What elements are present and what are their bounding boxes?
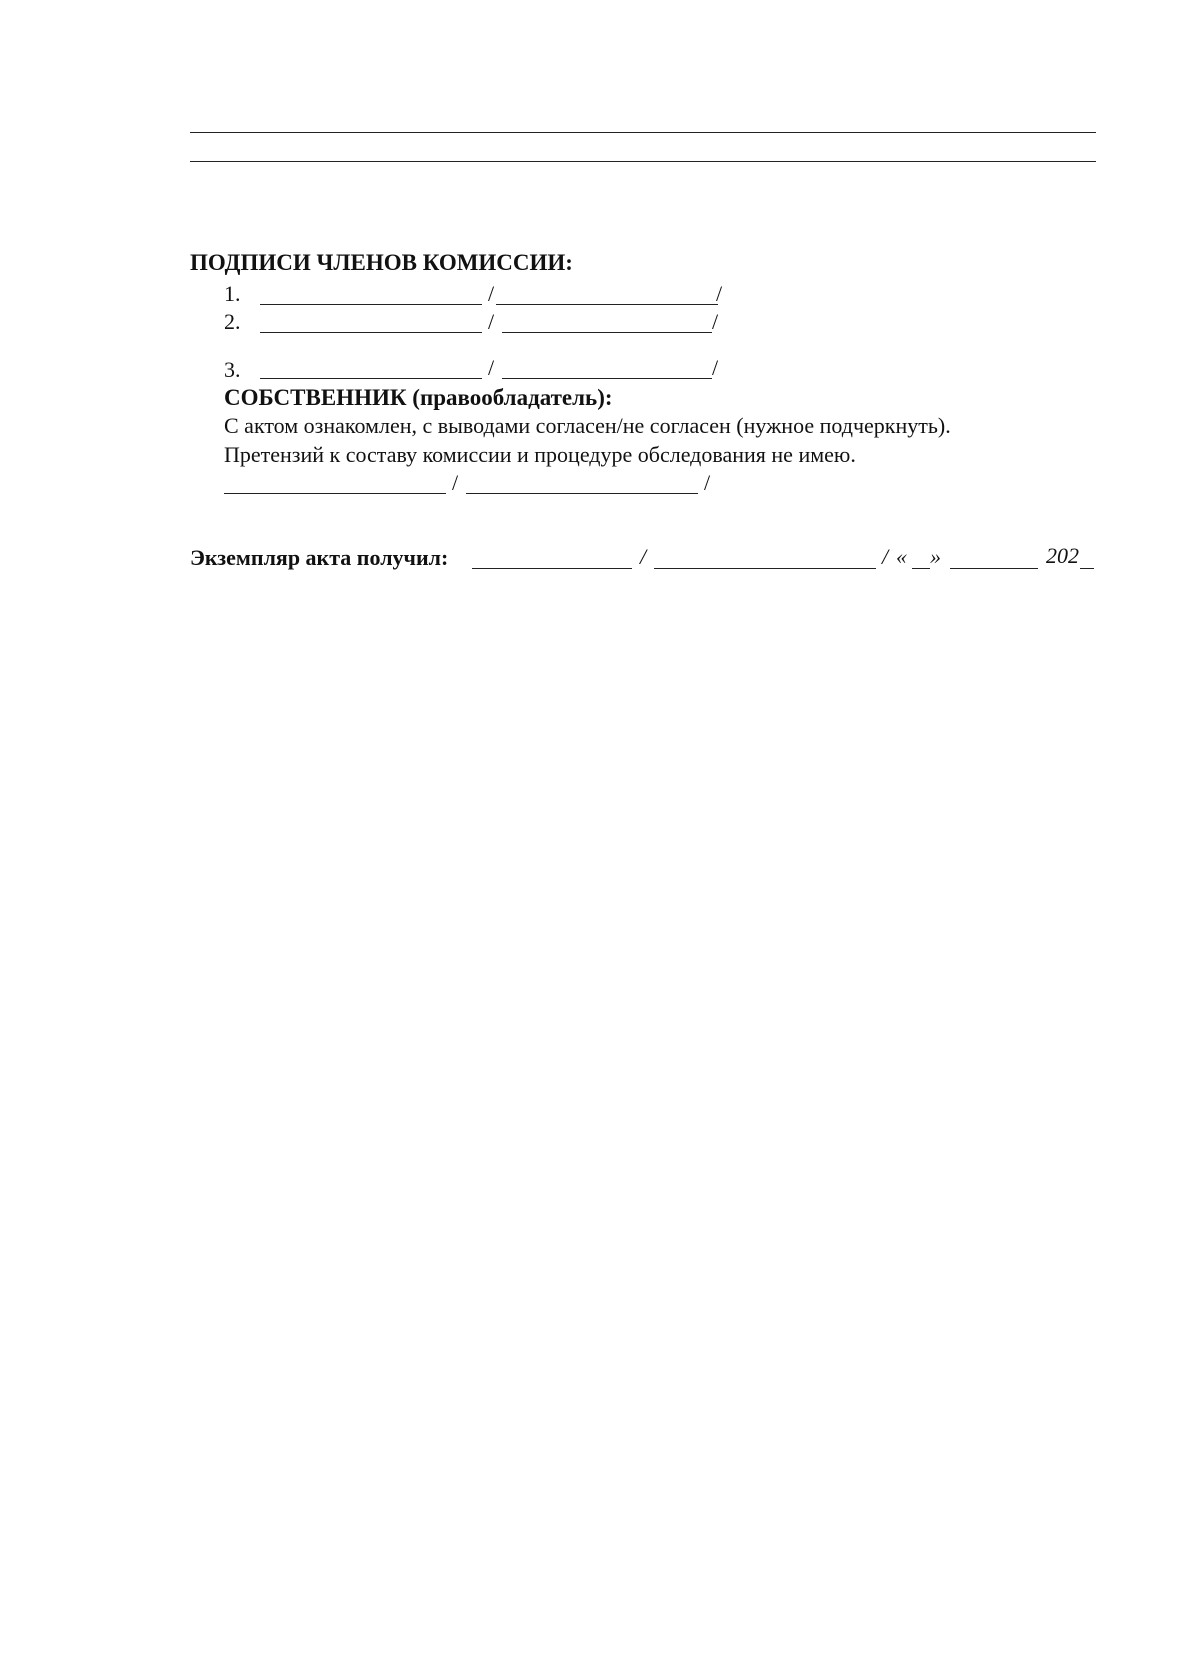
receipt-name-field[interactable]	[654, 568, 876, 569]
owner-separator: /	[452, 470, 459, 495]
owner-statement-line-1: С актом ознакомлен, с выводами согласен/не согласен (нужное подчеркнуть).	[224, 413, 951, 438]
receipt-year-prefix: 202	[1046, 543, 1079, 568]
receipt-year-digit-field[interactable]	[1080, 568, 1094, 569]
receipt-date-close-quote: »	[930, 544, 941, 569]
member-number-1: 1.	[224, 281, 241, 306]
member-2-name-field[interactable]	[502, 332, 712, 333]
commission-heading: ПОДПИСИ ЧЛЕНОВ КОМИССИИ:	[190, 250, 573, 275]
receipt-month-field[interactable]	[950, 568, 1038, 569]
top-rule-2	[190, 161, 1096, 162]
member-3-signature-field[interactable]	[260, 378, 482, 379]
top-rule-1	[190, 132, 1096, 133]
owner-end-separator: /	[704, 470, 711, 495]
receipt-separator-1: /	[640, 544, 647, 569]
receipt-label: Экземпляр акта получил:	[190, 545, 449, 570]
member-1-end-separator: /	[716, 281, 723, 306]
receipt-day-field[interactable]	[912, 568, 930, 569]
owner-statement-line-2: Претензий к составу комиссии и процедуре обследования не имею.	[224, 442, 856, 467]
member-3-separator: /	[488, 355, 495, 380]
member-1-name-field[interactable]	[496, 304, 718, 305]
member-2-signature-field[interactable]	[260, 332, 482, 333]
owner-signature-field[interactable]	[224, 493, 446, 494]
receipt-separator-2: /	[882, 544, 889, 569]
member-1-separator: /	[488, 281, 495, 306]
owner-name-field[interactable]	[466, 493, 698, 494]
member-3-end-separator: /	[712, 355, 719, 380]
member-number-3: 3.	[224, 357, 241, 382]
member-3-name-field[interactable]	[502, 378, 712, 379]
member-number-2: 2.	[224, 309, 241, 334]
owner-heading: СОБСТВЕННИК (правообладатель):	[224, 385, 613, 410]
receipt-signature-field[interactable]	[472, 568, 632, 569]
member-2-end-separator: /	[712, 309, 719, 334]
receipt-date-open-quote: «	[896, 544, 907, 569]
member-2-separator: /	[488, 309, 495, 334]
member-1-signature-field[interactable]	[260, 304, 482, 305]
